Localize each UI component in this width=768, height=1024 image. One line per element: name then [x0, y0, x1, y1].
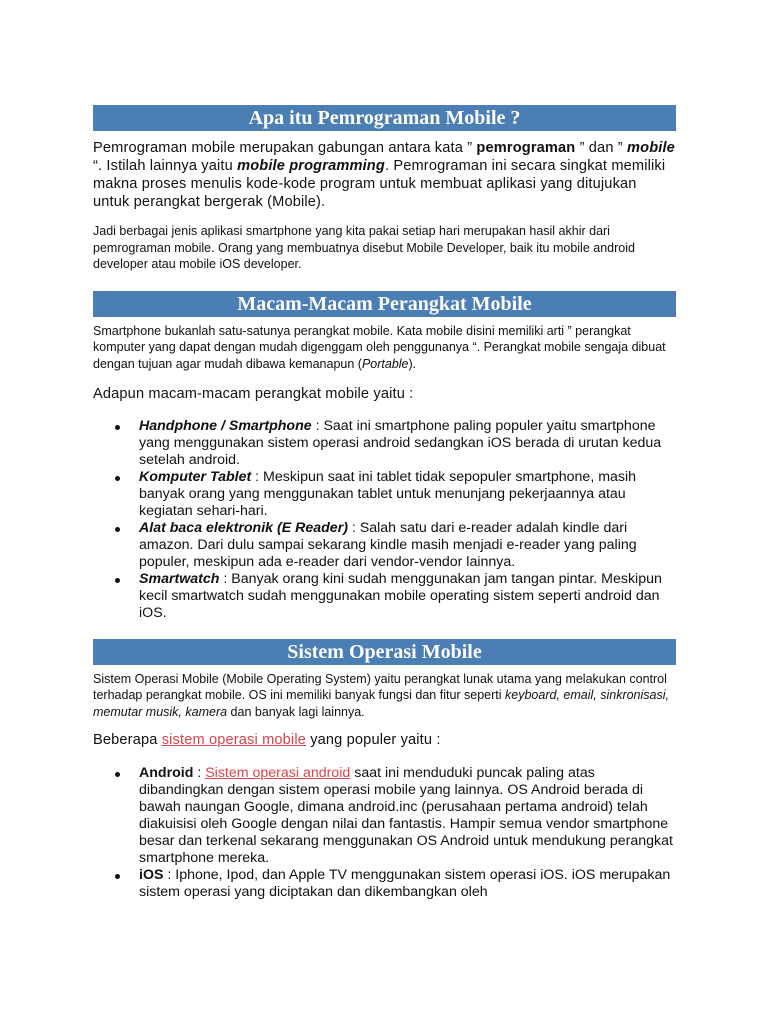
- section-heading-pemrograman-mobile: Apa itu Pemrograman Mobile ?: [93, 105, 676, 131]
- list-item: Komputer Tablet : Meskipun saat ini tablet tidak sepopuler smartphone, masih banyak orang yang menggunakan tablet untuk menunjang pekerjaannya atau kegiatan sehari-hari.: [139, 469, 676, 520]
- os-list: [93, 765, 676, 901]
- term-mobile-programming: mobile programming: [237, 158, 385, 174]
- term-mobile: mobile: [627, 140, 675, 156]
- list-item: Handphone / Smartphone : Saat ini smartphone paling populer yaitu smartphone yang menggunakan sistem operasi android sedangkan iOS berada di urutan kedua setelah android.: [139, 418, 676, 469]
- link-sistem-operasi-android[interactable]: Sistem operasi android: [205, 765, 351, 782]
- section-heading-sistem-operasi: Sistem Operasi Mobile: [93, 639, 676, 665]
- paragraph-devices-intro: Adapun macam-macam perangkat mobile yaitu :: [93, 385, 414, 402]
- list-item: iOS : Iphone, Ipod, dan Apple TV menggunakan sistem operasi iOS. iOS merupakan sistem operasi yang diciptakan dan dikembangkan oleh: [139, 867, 676, 901]
- paragraph-definition: Pemrograman mobile merupakan gabungan antara kata ” pemrograman ” dan ” mobile “. Istilah lainnya yaitu mobile programming. Pemrograman ini secara singkat memiliki makna proses menulis kode-kode program untuk membuat aplikasi yang ditujukan untuk perangkat bergerak (Mobile).: [93, 140, 675, 210]
- paragraph-os-intro: Beberapa sistem operasi mobile yang populer yaitu :: [93, 732, 441, 749]
- section-heading-perangkat-mobile: Macam-Macam Perangkat Mobile: [93, 291, 676, 317]
- device-list: [93, 418, 676, 622]
- list-item: Smartwatch : Banyak orang kini sudah menggunakan jam tangan pintar. Meskipun kecil smartwatch sudah menggunakan mobile operating sistem seperti android dan iOS.: [139, 571, 676, 622]
- paragraph-os-definition: Sistem Operasi Mobile (Mobile Operating System) yaitu perangkat lunak utama yang melakukan control terhadap perangkat mobile. OS ini memiliki banyak fungsi dan fitur seperti keyboard, email, sinkronisasi, memutar musik, kamera dan banyak lagi lainnya.: [93, 671, 669, 719]
- document-page: [93, 105, 676, 901]
- link-sistem-operasi-mobile[interactable]: sistem operasi mobile: [161, 732, 306, 749]
- term-pemrograman: pemrograman: [476, 140, 576, 156]
- paragraph-smartphone: Smartphone bukanlah satu-satunya perangkat mobile. Kata mobile disini memiliki arti ” perangkat komputer yang dapat dengan mudah digenggam oleh penggunanya “. Perangkat mobile sengaja dibuat dengan tujuan agar mudah dibawa kemanapun (Portable).: [93, 323, 666, 371]
- list-item: Alat baca elektronik (E Reader) : Salah satu dari e-reader adalah kindle dari amazon. Dari dulu sampai sekarang kindle masih menjadi e-reader yang paling populer, meskipun ada e-reader dari vendor-vendor lainnya.: [139, 520, 676, 571]
- paragraph-developer: Jadi berbagai jenis aplikasi smartphone yang kita pakai setiap hari merupakan hasil akhir dari pemrograman mobile. Orang yang membuatnya disebut Mobile Developer, baik itu mobile android developer atau mobile iOS developer.: [93, 224, 635, 272]
- list-item: Android : Sistem operasi android saat ini menduduki puncak paling atas dibandingkan dengan sistem operasi mobile yang lainnya. OS Android berada di bawah naungan Google, dimana android.inc (perusahaan pertama android) telah diakuisisi oleh Google dengan nilai dan fantastis. Hampir semua vendor smartphone besar dan terkenal sekarang menggunakan OS Android untuk mendukung perangkat smartphone mereka.: [139, 765, 676, 867]
